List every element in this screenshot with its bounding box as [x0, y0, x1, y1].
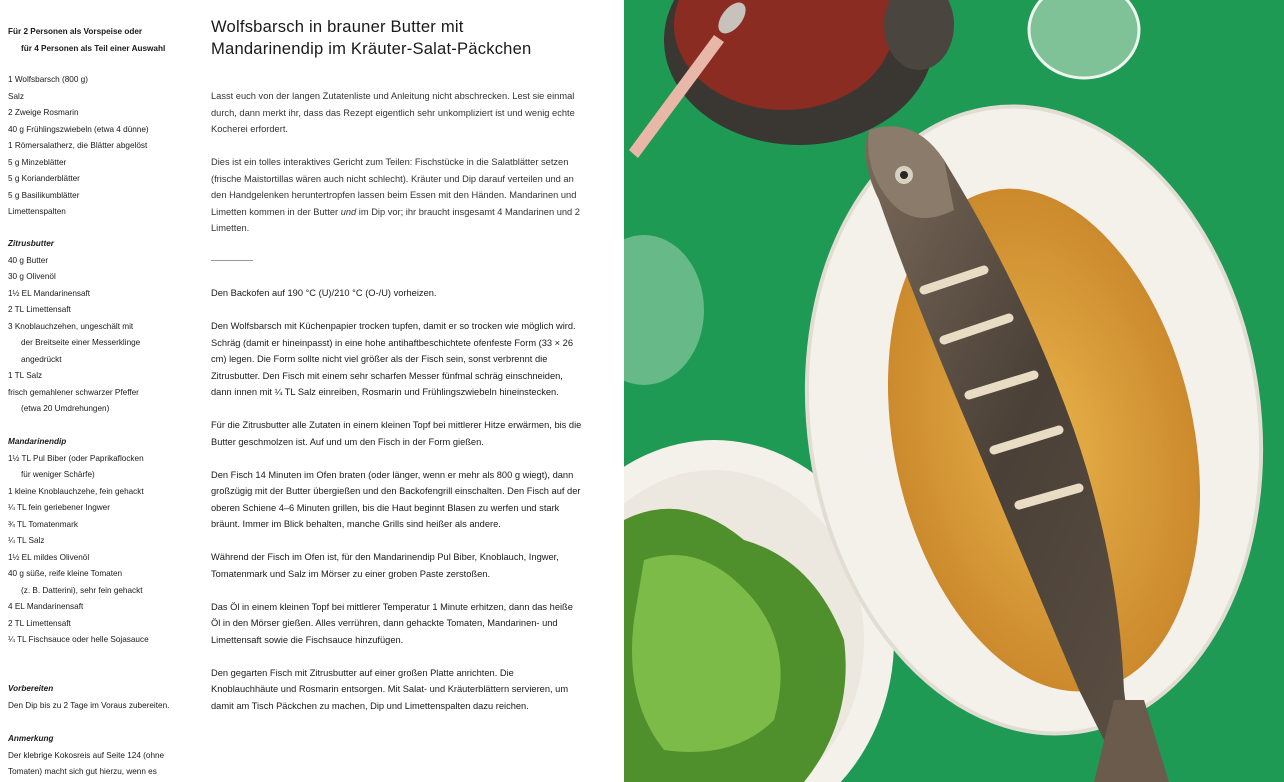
ingredient: 1 Wolfsbarsch (800 g): [8, 75, 88, 84]
ingredient: 2 TL Limettensaft: [8, 618, 71, 628]
ingredient: 40 g Frühlingszwiebeln (etwa 4 dünne): [8, 124, 149, 134]
ingredient: 1 Römersalatherz, die Blätter abgelöst: [8, 141, 148, 150]
zitrusbutter-heading: Zitrusbutter: [8, 239, 54, 248]
ingredient: 1 kleine Knoblauchzehe, fein gehackt: [8, 486, 144, 496]
step: Für die Zitrusbutter alle Zutaten in einem kleinen Topf bei mittlerer Hitze erwärmen, bis die Butter geschmolzen ist. Auf und um den Fisch in der Form gießen.: [211, 420, 582, 447]
method-steps: [211, 285, 583, 731]
anmerkung-line-2: Tomaten) macht sich gut hierzu, wenn es: [8, 767, 157, 776]
ingredient: 1½ EL mildes Olivenöl: [8, 552, 90, 562]
ingredient: ¼ TL Fischsauce oder helle Sojasauce: [8, 635, 149, 644]
step: Das Öl in einem kleinen Topf bei mittlerer Temperatur 1 Minute erhitzen, dann das heiße Öl in den Mörser gießen. Alles verrühren, dann gehackte Tomaten, Mandarinen- und Limettensaft sowie die Fischsauce hinzufügen.: [211, 601, 573, 645]
ingredient: ¾ TL Tomatenmark: [8, 519, 78, 529]
recipe-title-line-1: Wolfsbarsch in brauner Butter mit: [211, 17, 464, 36]
zitrusbutter-list: [8, 236, 198, 418]
intro-emphasis: und: [340, 206, 357, 217]
ingredient: (etwa 20 Umdrehungen): [21, 404, 110, 413]
step: Den Fisch 14 Minuten im Ofen braten (oder länger, wenn er mehr als 800 g wiegt), dann großzügig mit der Butter übergießen und den Backofengrill einschalten. Den Fisch auf der oberen Schiene 4–6 Minuten grillen, bis die Haut beginnt Blasen zu werfen und stark bräunt. Immer im Blick behalten, manche Grills sind heißer als andere.: [211, 469, 581, 529]
ingredient: für weniger Schärfe): [21, 470, 95, 479]
ingredient: 5 g Korianderblätter: [8, 174, 80, 183]
recipe-title-line-2: Mandarinendip im Kräuter-Salat-Päckchen: [211, 39, 532, 58]
step: Den gegarten Fisch mit Zitrusbutter auf einer großen Platte anrichten. Die Knoblauchhäute und Rosmarin entsorgen. Mit Salat- und Kräuterblättern servieren, um damit am Tisch Päckchen zu machen, Dip und Limettenspalten dazu reichen.: [211, 667, 569, 711]
ingredient: 40 g süße, reife kleine Tomaten: [8, 569, 123, 578]
intro-paragraph-2-part-a: Dies ist ein tolles interaktives Gericht zum Teilen: Fischstücke in die Salatblätter setzen (frische Maistortillas wären auch nicht schlecht). Kräuter und Dip darauf verteilen und an den Handgelenken heruntertropfen lassen beim Essen mit den Händen. Mandarinen und Limetten kommen in der Butter: [211, 157, 577, 217]
recipe-body: [211, 0, 583, 782]
vorbereiten-heading: Vorbereiten: [8, 684, 54, 693]
ingredient: 3 Knoblauchzehen, ungeschält mit: [8, 321, 134, 331]
dish-photo: [624, 0, 1284, 782]
servings: [8, 24, 165, 57]
servings-line-2: für 4 Personen als Teil einer Auswahl: [21, 43, 166, 53]
ingredient: 1½ TL Pul Biber (oder Paprikaflocken: [8, 453, 144, 463]
recipe-title: [211, 16, 531, 60]
ingredient: 2 TL Limettensaft: [8, 305, 71, 314]
ingredient: 30 g Olivenöl: [8, 272, 56, 281]
ingredient: 5 g Basilikumblätter: [8, 190, 80, 200]
step: Während der Fisch im Ofen ist, für den Mandarinendip Pul Biber, Knoblauch, Ingwer, Tomatenmark und Salz im Mörser zu einer groben Paste zerstoßen.: [211, 552, 559, 579]
ingredient: angedrückt: [21, 354, 62, 364]
step: Den Backofen auf 190 °C (U)/210 °C (O-/U) vorheizen.: [211, 288, 437, 298]
ingredient: ¼ TL fein geriebener Ingwer: [8, 503, 110, 512]
intro-text: [211, 88, 581, 253]
ingredient: 40 g Butter: [8, 255, 49, 265]
ingredient: 2 Zweige Rosmarin: [8, 108, 79, 117]
anmerkung-heading: Anmerkung: [8, 734, 54, 743]
anmerkung-section: [8, 731, 198, 781]
vorbereiten-text: Den Dip bis zu 2 Tage im Voraus zubereiten.: [8, 700, 170, 710]
ingredient: ¼ TL Salz: [8, 536, 45, 545]
anmerkung-line-1: Der klebrige Kokosreis auf Seite 124 (ohne: [8, 750, 165, 760]
ingredient: 1 TL Salz: [8, 371, 43, 380]
section-divider: [211, 260, 253, 261]
ingredient: 5 g Minzeblätter: [8, 157, 67, 167]
ingredient: 4 EL Mandarinensaft: [8, 602, 84, 611]
ingredient: Limettenspalten: [8, 207, 66, 216]
mandarinendip-heading: Mandarinendip: [8, 437, 67, 446]
main-ingredient-list: [8, 72, 198, 221]
servings-line-1: Für 2 Personen als Vorspeise oder: [8, 27, 143, 36]
ingredient: frisch gemahlener schwarzer Pfeffer: [8, 387, 139, 397]
ingredient: Salz: [8, 91, 24, 101]
ingredients-column: [0, 0, 200, 782]
intro-paragraph-2-part-b: im Dip vor; ihr braucht insgesamt 4 Mandarinen und 2 Limetten.: [211, 206, 580, 233]
step: Den Wolfsbarsch mit Küchenpapier trocken tupfen, damit er so trocken wie möglich wird. Schräg (damit er hineinpasst) in eine hohe antihaftbeschichtete ofenfeste Form (33 × 26 cm) legen. Die Form sollte nicht viel größer als der Fisch sein, sonst verbrennt die Zitrusbutter. Den Fisch mit einem sehr scharfen Messer fünfmal schräg einschneiden, dann innen mit ¼ TL Salz einreiben, Rosmarin und Frühlingszwiebeln hineinstecken.: [211, 321, 576, 397]
ingredient: 1½ EL Mandarinensaft: [8, 288, 91, 298]
dish-photo-illustration: [624, 0, 1284, 782]
intro-paragraph-2: [211, 154, 581, 237]
ingredient: der Breitseite einer Messerklinge: [21, 338, 141, 347]
mandarinendip-list: [8, 434, 198, 649]
intro-paragraph-1: Lasst euch von der langen Zutatenliste und Anleitung nicht abschrecken. Lest sie einmal durch, dann merkt ihr, dass das Rezept eigentlich sehr unkompliziert ist und wenig echte Kocherei erfordert.: [211, 91, 575, 134]
fish-pupil: [900, 171, 908, 179]
ingredient: (z. B. Datterini), sehr fein gehackt: [21, 585, 143, 595]
vorbereiten-section: [8, 681, 198, 714]
